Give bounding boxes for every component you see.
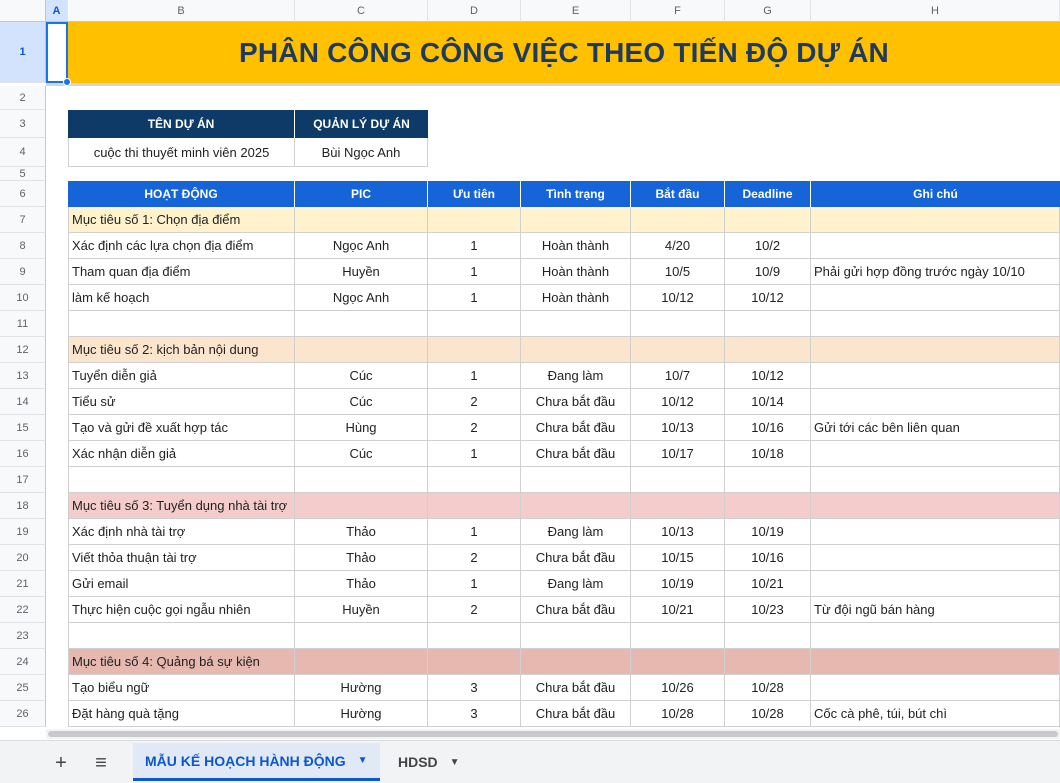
- task-cell-deadline[interactable]: 10/28: [725, 701, 811, 727]
- task-cell-start[interactable]: 10/28: [631, 701, 725, 727]
- row-header-15[interactable]: 15: [0, 415, 46, 441]
- row-header-9[interactable]: 9: [0, 259, 46, 285]
- group-cell-status[interactable]: [521, 207, 631, 233]
- group-cell-status[interactable]: [521, 649, 631, 675]
- group-cell-status[interactable]: [521, 493, 631, 519]
- empty-cell[interactable]: [811, 623, 1060, 649]
- group-cell-priority[interactable]: [428, 493, 521, 519]
- column-header-f[interactable]: F: [631, 0, 725, 22]
- task-cell-notes[interactable]: [811, 389, 1060, 415]
- task-cell-activity[interactable]: làm kế hoạch: [68, 285, 295, 311]
- task-cell-notes[interactable]: Từ đội ngũ bán hàng: [811, 597, 1060, 623]
- group-cell-priority[interactable]: [428, 649, 521, 675]
- group-cell-deadline[interactable]: [725, 207, 811, 233]
- task-cell-pic[interactable]: Huyền: [295, 597, 428, 623]
- row-header-14[interactable]: 14: [0, 389, 46, 415]
- task-cell-status[interactable]: Chưa bắt đầu: [521, 675, 631, 701]
- task-cell-status[interactable]: Đang làm: [521, 571, 631, 597]
- row-header-18[interactable]: 18: [0, 493, 46, 519]
- task-cell-deadline[interactable]: 10/12: [725, 285, 811, 311]
- task-cell-notes[interactable]: [811, 233, 1060, 259]
- empty-cell[interactable]: [725, 623, 811, 649]
- group-cell-activity[interactable]: Mục tiêu số 2: kịch bản nội dung: [68, 337, 295, 363]
- empty-cell[interactable]: [521, 467, 631, 493]
- tab-label: HDSD: [398, 754, 438, 770]
- row-header-23[interactable]: 23: [0, 623, 46, 649]
- project-name-header[interactable]: TÊN DỰ ÁN: [68, 110, 295, 138]
- task-cell-priority[interactable]: 2: [428, 597, 521, 623]
- task-cell-status[interactable]: Chưa bắt đầu: [521, 389, 631, 415]
- row-header-6[interactable]: 6: [0, 181, 46, 207]
- task-cell-status[interactable]: Hoàn thành: [521, 285, 631, 311]
- header-status[interactable]: Tình trạng: [521, 181, 631, 207]
- task-cell-status[interactable]: Chưa bắt đầu: [521, 415, 631, 441]
- task-cell-status[interactable]: Hoàn thành: [521, 259, 631, 285]
- task-cell-start[interactable]: 10/12: [631, 285, 725, 311]
- task-cell-priority[interactable]: 2: [428, 389, 521, 415]
- task-cell-deadline[interactable]: 10/14: [725, 389, 811, 415]
- task-cell-notes[interactable]: [811, 441, 1060, 467]
- task-cell-priority[interactable]: 3: [428, 675, 521, 701]
- task-cell-notes[interactable]: [811, 285, 1060, 311]
- task-cell-status[interactable]: Chưa bắt đầu: [521, 441, 631, 467]
- task-cell-notes[interactable]: Gửi tới các bên liên quan: [811, 415, 1060, 441]
- task-cell-priority[interactable]: 1: [428, 571, 521, 597]
- task-cell-status[interactable]: Chưa bắt đầu: [521, 597, 631, 623]
- column-header-g[interactable]: G: [725, 0, 811, 22]
- header-pic[interactable]: PIC: [295, 181, 428, 207]
- task-cell-notes[interactable]: Cốc cà phê, túi, bút chì: [811, 701, 1060, 727]
- tab-action-plan[interactable]: [133, 743, 380, 781]
- task-cell-priority[interactable]: 2: [428, 545, 521, 571]
- empty-cell[interactable]: [631, 623, 725, 649]
- task-cell-start[interactable]: 10/13: [631, 519, 725, 545]
- empty-cell[interactable]: [631, 467, 725, 493]
- task-cell-deadline[interactable]: 10/9: [725, 259, 811, 285]
- group-cell-notes[interactable]: [811, 207, 1060, 233]
- row-header-8[interactable]: 8: [0, 233, 46, 259]
- column-header-h[interactable]: H: [811, 0, 1060, 22]
- row-header-19[interactable]: 19: [0, 519, 46, 545]
- row-header-20[interactable]: 20: [0, 545, 46, 571]
- add-sheet-button[interactable]: [49, 752, 73, 774]
- task-cell-pic[interactable]: Ngọc Anh: [295, 285, 428, 311]
- horizontal-scrollbar-thumb[interactable]: [48, 731, 1058, 737]
- task-cell-pic[interactable]: Hường: [295, 701, 428, 727]
- task-cell-priority[interactable]: 1: [428, 363, 521, 389]
- project-manager-cell[interactable]: Bùi Ngọc Anh: [295, 138, 428, 167]
- empty-cell[interactable]: [521, 623, 631, 649]
- column-header-a[interactable]: A: [46, 0, 68, 22]
- group-cell-deadline[interactable]: [725, 337, 811, 363]
- task-cell-deadline[interactable]: 10/28: [725, 675, 811, 701]
- task-cell-activity[interactable]: Gửi email: [68, 571, 295, 597]
- task-cell-pic[interactable]: Huyền: [295, 259, 428, 285]
- task-cell-pic[interactable]: Cúc: [295, 363, 428, 389]
- task-cell-deadline[interactable]: 10/23: [725, 597, 811, 623]
- group-cell-notes[interactable]: [811, 649, 1060, 675]
- task-cell-deadline[interactable]: 10/16: [725, 545, 811, 571]
- group-cell-pic[interactable]: [295, 493, 428, 519]
- task-cell-priority[interactable]: 3: [428, 701, 521, 727]
- group-cell-priority[interactable]: [428, 207, 521, 233]
- row-header-16[interactable]: 16: [0, 441, 46, 467]
- task-cell-start[interactable]: 10/17: [631, 441, 725, 467]
- task-cell-deadline[interactable]: 10/21: [725, 571, 811, 597]
- group-cell-pic[interactable]: [295, 649, 428, 675]
- header-start[interactable]: Bắt đầu: [631, 181, 725, 207]
- empty-cell[interactable]: [295, 467, 428, 493]
- header-notes[interactable]: Ghi chú: [811, 181, 1060, 207]
- empty-cell[interactable]: [725, 311, 811, 337]
- task-cell-start[interactable]: 10/21: [631, 597, 725, 623]
- task-cell-status[interactable]: Chưa bắt đầu: [521, 701, 631, 727]
- row-header-1[interactable]: 1: [0, 22, 46, 83]
- task-cell-activity[interactable]: Đặt hàng quà tặng: [68, 701, 295, 727]
- row-header-3[interactable]: 3: [0, 110, 46, 138]
- empty-cell[interactable]: [521, 311, 631, 337]
- tab-label: MẪU KẾ HOẠCH HÀNH ĐỘNG: [145, 752, 346, 769]
- task-cell-start[interactable]: 10/13: [631, 415, 725, 441]
- task-cell-deadline[interactable]: 10/16: [725, 415, 811, 441]
- column-header-e[interactable]: E: [521, 0, 631, 22]
- row-header-17[interactable]: 17: [0, 467, 46, 493]
- task-cell-notes[interactable]: [811, 545, 1060, 571]
- task-cell-status[interactable]: Chưa bắt đầu: [521, 545, 631, 571]
- column-header-c[interactable]: C: [295, 0, 428, 22]
- task-cell-notes[interactable]: [811, 363, 1060, 389]
- task-cell-status[interactable]: Đang làm: [521, 519, 631, 545]
- task-cell-priority[interactable]: 1: [428, 519, 521, 545]
- plus-icon: +: [55, 751, 67, 774]
- task-cell-priority[interactable]: 1: [428, 259, 521, 285]
- empty-cell[interactable]: [68, 467, 295, 493]
- task-cell-pic[interactable]: Thảo: [295, 545, 428, 571]
- project-manager-header[interactable]: QUẢN LÝ DỰ ÁN: [295, 110, 428, 138]
- task-cell-activity[interactable]: Thực hiện cuộc gọi ngẫu nhiên: [68, 597, 295, 623]
- empty-cell[interactable]: [631, 311, 725, 337]
- group-cell-start[interactable]: [631, 649, 725, 675]
- task-cell-priority[interactable]: 2: [428, 415, 521, 441]
- task-cell-start[interactable]: 10/19: [631, 571, 725, 597]
- row-header-4[interactable]: 4: [0, 138, 46, 167]
- row-header-22[interactable]: 22: [0, 597, 46, 623]
- task-cell-pic[interactable]: Hường: [295, 675, 428, 701]
- row-header-24[interactable]: 24: [0, 649, 46, 675]
- group-cell-notes[interactable]: [811, 337, 1060, 363]
- task-cell-priority[interactable]: 1: [428, 441, 521, 467]
- empty-cell[interactable]: [428, 467, 521, 493]
- row-header-11[interactable]: 11: [0, 311, 46, 337]
- row-header-10[interactable]: 10: [0, 285, 46, 311]
- group-cell-activity[interactable]: Mục tiêu số 1: Chọn địa điểm: [68, 207, 295, 233]
- task-cell-pic[interactable]: Ngọc Anh: [295, 233, 428, 259]
- task-cell-status[interactable]: Đang làm: [521, 363, 631, 389]
- frozen-row-divider[interactable]: [46, 83, 1060, 86]
- task-cell-start[interactable]: 4/20: [631, 233, 725, 259]
- sheet-title[interactable]: PHÂN CÔNG CÔNG VIỆC THEO TIẾN ĐỘ DỰ ÁN: [239, 36, 889, 68]
- task-cell-activity[interactable]: Tham quan địa điểm: [68, 259, 295, 285]
- task-cell-activity[interactable]: Tạo và gửi đề xuất hợp tác: [68, 415, 295, 441]
- group-cell-activity[interactable]: Mục tiêu số 3: Tuyển dụng nhà tài trợ: [68, 493, 295, 519]
- active-cell-selection[interactable]: [46, 22, 68, 83]
- task-cell-pic[interactable]: Cúc: [295, 389, 428, 415]
- task-cell-start[interactable]: 10/26: [631, 675, 725, 701]
- empty-cell[interactable]: [295, 311, 428, 337]
- task-cell-activity[interactable]: Xác định các lựa chọn địa điểm: [68, 233, 295, 259]
- task-cell-priority[interactable]: 1: [428, 233, 521, 259]
- task-cell-activity[interactable]: Tiểu sử: [68, 389, 295, 415]
- row-header-26[interactable]: 26: [0, 701, 46, 727]
- row-header-21[interactable]: 21: [0, 571, 46, 597]
- empty-cell[interactable]: [68, 311, 295, 337]
- group-cell-notes[interactable]: [811, 493, 1060, 519]
- task-cell-activity[interactable]: Xác nhận diễn giả: [68, 441, 295, 467]
- empty-cell[interactable]: [68, 623, 295, 649]
- task-cell-notes[interactable]: [811, 571, 1060, 597]
- row-header-25[interactable]: 25: [0, 675, 46, 701]
- header-activity[interactable]: HOẠT ĐỘNG: [68, 181, 295, 207]
- task-cell-pic[interactable]: Cúc: [295, 441, 428, 467]
- task-cell-status[interactable]: Hoàn thành: [521, 233, 631, 259]
- row-header-2[interactable]: 2: [0, 86, 46, 110]
- row-header-7[interactable]: 7: [0, 207, 46, 233]
- row-header-5[interactable]: 5: [0, 167, 46, 181]
- task-cell-activity[interactable]: Tuyển diễn giả: [68, 363, 295, 389]
- select-all-corner[interactable]: [0, 0, 46, 22]
- group-cell-start[interactable]: [631, 337, 725, 363]
- task-cell-activity[interactable]: Tạo biểu ngữ: [68, 675, 295, 701]
- group-cell-activity[interactable]: Mục tiêu số 4: Quảng bá sự kiện: [68, 649, 295, 675]
- column-header-b[interactable]: B: [68, 0, 295, 22]
- task-cell-activity[interactable]: Xác định nhà tài trợ: [68, 519, 295, 545]
- task-cell-notes[interactable]: [811, 519, 1060, 545]
- empty-cell[interactable]: [725, 467, 811, 493]
- group-cell-status[interactable]: [521, 337, 631, 363]
- row-header-13[interactable]: 13: [0, 363, 46, 389]
- group-cell-start[interactable]: [631, 493, 725, 519]
- task-cell-deadline[interactable]: 10/12: [725, 363, 811, 389]
- empty-cell[interactable]: [428, 623, 521, 649]
- task-cell-start[interactable]: 10/7: [631, 363, 725, 389]
- header-deadline[interactable]: Deadline: [725, 181, 811, 207]
- empty-cell[interactable]: [811, 467, 1060, 493]
- task-cell-start[interactable]: 10/12: [631, 389, 725, 415]
- empty-cell[interactable]: [811, 311, 1060, 337]
- group-cell-pic[interactable]: [295, 337, 428, 363]
- task-cell-pic[interactable]: Thảo: [295, 571, 428, 597]
- row-header-12[interactable]: 12: [0, 337, 46, 363]
- group-cell-pic[interactable]: [295, 207, 428, 233]
- task-cell-start[interactable]: 10/15: [631, 545, 725, 571]
- task-cell-deadline[interactable]: 10/18: [725, 441, 811, 467]
- group-cell-deadline[interactable]: [725, 493, 811, 519]
- tab-hdsd[interactable]: [386, 743, 472, 781]
- task-cell-pic[interactable]: Hùng: [295, 415, 428, 441]
- task-cell-deadline[interactable]: 10/2: [725, 233, 811, 259]
- column-header-d[interactable]: D: [428, 0, 521, 22]
- fill-handle[interactable]: [63, 78, 71, 86]
- caret-down-icon[interactable]: ▼: [357, 755, 368, 766]
- empty-cell[interactable]: [295, 623, 428, 649]
- header-priority[interactable]: Ưu tiên: [428, 181, 521, 207]
- empty-cell[interactable]: [428, 311, 521, 337]
- task-cell-notes[interactable]: Phải gửi hợp đồng trước ngày 10/10: [811, 259, 1060, 285]
- task-cell-start[interactable]: 10/5: [631, 259, 725, 285]
- project-name-cell[interactable]: cuộc thi thuyết minh viên 2025: [68, 138, 295, 167]
- task-cell-notes[interactable]: [811, 675, 1060, 701]
- group-cell-priority[interactable]: [428, 337, 521, 363]
- task-cell-priority[interactable]: 1: [428, 285, 521, 311]
- task-cell-pic[interactable]: Thảo: [295, 519, 428, 545]
- task-cell-deadline[interactable]: 10/19: [725, 519, 811, 545]
- caret-down-icon[interactable]: ▼: [449, 756, 460, 768]
- all-sheets-button[interactable]: [89, 752, 113, 774]
- list-icon: ≡: [95, 751, 107, 774]
- group-cell-deadline[interactable]: [725, 649, 811, 675]
- task-cell-activity[interactable]: Viết thỏa thuận tài trợ: [68, 545, 295, 571]
- group-cell-start[interactable]: [631, 207, 725, 233]
